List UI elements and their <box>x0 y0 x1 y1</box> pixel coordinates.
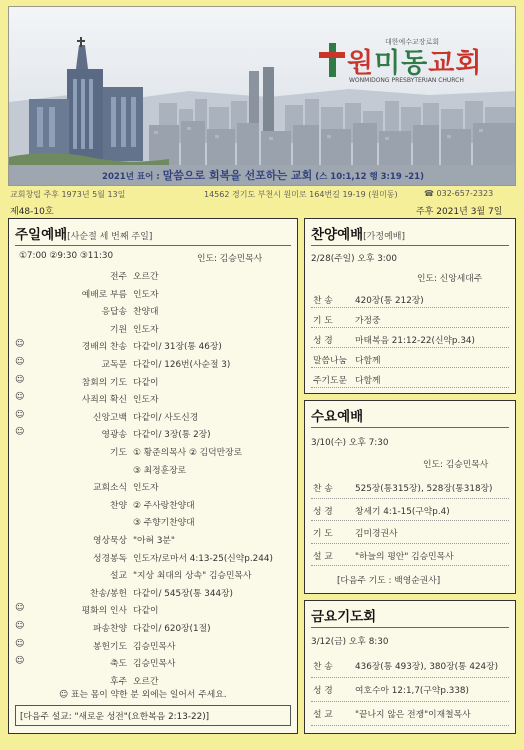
row-label: 성 경 <box>313 336 333 346</box>
order-value: 인도자 <box>133 289 159 300</box>
row-label: 찬 송 <box>313 484 333 494</box>
row-divider <box>311 543 509 544</box>
order-label: 영광송 <box>101 430 127 441</box>
row-label: 찬 송 <box>313 296 333 306</box>
church-address: 14562 경기도 부천시 원미로 164번길 19-19 (원미동) <box>204 190 398 199</box>
row-divider <box>311 565 509 566</box>
order-value: 다같이/ 620장(1절) <box>133 624 211 634</box>
row-divider <box>311 327 509 328</box>
order-label: 기도 <box>110 448 127 458</box>
friday-title: 금요기도회 <box>311 609 377 625</box>
order-label: 후주 <box>110 676 127 687</box>
order-label: 기원 <box>110 324 127 335</box>
order-value: 오르간 <box>133 676 159 687</box>
order-label: 찬양 <box>110 500 127 511</box>
church-name-english: WONMIDONG PRESBYTERIAN CHURCH <box>349 77 464 84</box>
order-value: "지상 최대의 상속" 김승민목사 <box>133 571 252 582</box>
row-label: 설 교 <box>313 710 333 720</box>
order-value: 인도자 <box>133 483 159 494</box>
order-label: 봉헌기도 <box>93 641 127 652</box>
order-value: 찬양대 <box>133 307 159 318</box>
sunday-title: 주일예배[사순절 세 번째 주일] <box>15 227 153 243</box>
order-label: 신앙고백 <box>93 412 127 423</box>
row-divider <box>311 520 509 521</box>
praise-service-box <box>304 218 516 394</box>
order-value: 김승민목사 <box>133 641 176 652</box>
row-value: 김미경권사 <box>355 529 398 539</box>
church-phone: ☎ 032-657-2323 <box>424 189 494 198</box>
row-label: 주기도문 <box>313 376 347 386</box>
issue-number: 제48-10호 <box>10 207 54 217</box>
row-value: 다함께 <box>355 376 381 386</box>
order-label: 교독문 <box>101 360 127 370</box>
order-value: ① 황준의목사 ② 김덕만장로 <box>133 448 243 458</box>
standing-mark-icon: ☺ <box>15 638 25 649</box>
standing-mark-icon: ☺ <box>15 374 25 385</box>
order-label: 파송찬양 <box>93 624 127 634</box>
order-value: 다같이/ 3장(통 2장) <box>133 430 211 441</box>
wednesday-datetime: 3/10(수) 오후 7:30 <box>311 438 389 448</box>
row-label: 찬 송 <box>313 662 333 672</box>
row-value: 420장(통 212장) <box>355 296 424 306</box>
denomination-label: 대한예수교장로회 <box>385 38 440 46</box>
wednesday-next-prayer: [다음주 기도 : 백영순권사] <box>337 576 441 586</box>
order-label: 사죄의 확신 <box>81 395 127 406</box>
row-label: 성 경 <box>313 686 333 696</box>
order-label: 경배의 찬송 <box>81 342 127 353</box>
row-label: 말씀나눔 <box>313 356 347 366</box>
standing-mark-icon: ☺ <box>15 392 25 403</box>
row-divider <box>311 498 509 499</box>
row-divider <box>311 725 509 726</box>
row-value: 525장(통315장), 528장(통318장) <box>355 484 493 494</box>
standing-mark-icon: ☺ <box>15 603 25 614</box>
church-logo <box>319 37 499 87</box>
friday-datetime: 3/12(금) 오후 8:30 <box>311 637 389 647</box>
row-value: 436장(통 493장), 380장(통 424장) <box>355 662 499 672</box>
wednesday-leader: 인도: 김승민목사 <box>423 460 489 470</box>
row-divider <box>311 367 509 368</box>
standing-mark-icon: ☺ <box>15 621 25 631</box>
order-value: 인도자 <box>133 324 159 335</box>
order-value: ③ 주향기찬양대 <box>133 518 195 529</box>
wednesday-title: 수요예배 <box>311 409 364 425</box>
order-label: 성경봉독 <box>93 553 127 564</box>
row-value: 창세기 4:1-15(구약p.4) <box>355 506 450 517</box>
order-label: 예배로 부름 <box>81 289 127 300</box>
order-value: 다같이/ 사도신경 <box>133 412 199 423</box>
order-value: ② 주사랑찬양대 <box>133 500 195 511</box>
church-name: 원미동교회 <box>347 48 483 79</box>
order-label: 참회의 기도 <box>81 377 127 388</box>
order-value: 다같이/ 126번(사순절 3) <box>133 360 231 370</box>
row-divider <box>311 387 509 388</box>
standing-mark-icon: ☺ <box>15 656 25 667</box>
order-value: 김승민목사 <box>133 659 176 670</box>
standing-mark-icon: ☺ <box>15 427 25 438</box>
row-value: "하늘의 평안" 김승민목사 <box>355 551 454 562</box>
row-divider <box>311 677 509 678</box>
row-value: 가정중 <box>355 316 381 326</box>
row-label: 기 도 <box>313 529 333 539</box>
row-label: 성 경 <box>313 506 333 517</box>
order-label: 전주 <box>110 272 127 282</box>
standing-note: ☺ 표는 몸이 약한 분 외에는 일어서 주세요. <box>59 690 227 700</box>
praise-leader: 인도: 신앙세대주 <box>417 274 483 284</box>
cross-icon <box>319 43 345 77</box>
order-value: 다같이 <box>133 606 159 617</box>
order-value: 다같이 <box>133 377 159 388</box>
order-label: 영상묵상 <box>93 536 127 546</box>
order-value: 인도자/로마서 4:13-25(신약p.244) <box>133 553 273 564</box>
year-motto: 2021년 표어 : 말씀으로 회복을 선포하는 교회 (스 10:1,12 행 3:19 -21) <box>102 169 424 182</box>
order-value: 다같이/ 545장(통 344장) <box>133 588 233 599</box>
order-value: 오르간 <box>133 272 159 282</box>
row-value: "끝나지 않은 전쟁"이재철목사 <box>355 710 471 720</box>
row-divider <box>311 307 509 308</box>
row-value: 여호수아 12:1,7(구약p.338) <box>355 686 469 696</box>
sunday-leader: 인도: 김승민목사 <box>197 254 263 264</box>
standing-mark-icon: ☺ <box>15 409 25 420</box>
row-value: 다함께 <box>355 356 381 366</box>
order-label: 교회소식 <box>93 483 127 494</box>
order-label: 응답송 <box>101 307 127 318</box>
next-sermon-note: [다음주 설교: "새로운 성전"(요한복음 2:13-22)] <box>15 705 291 726</box>
praise-datetime: 2/28(주일) 오후 3:00 <box>311 254 397 264</box>
order-label: 축도 <box>110 659 127 670</box>
order-value: ③ 최정훈장로 <box>133 465 187 476</box>
order-label: 찬송/봉헌 <box>90 588 127 599</box>
row-label: 기 도 <box>313 316 333 326</box>
standing-mark-icon: ☺ <box>15 339 25 350</box>
issue-date: 주후 2021년 3월 7일 <box>416 207 503 217</box>
header-banner <box>8 6 516 186</box>
order-label: 설교 <box>110 571 127 582</box>
row-divider <box>311 701 509 702</box>
wednesday-service-box <box>304 400 516 594</box>
issue-row <box>8 204 516 218</box>
sunday-service-box <box>8 218 298 734</box>
row-value: 마태복음 21:12-22(신약p.34) <box>355 336 475 346</box>
row-divider <box>311 347 509 348</box>
friday-prayer-box <box>304 600 516 734</box>
order-label: 평화의 인사 <box>81 606 127 617</box>
founded-date: 교회창립 주후 1973년 5월 13일 <box>10 190 126 199</box>
service-times: ①7:00 ②9:30 ③11:30 <box>19 251 114 261</box>
city-skyline-image <box>9 7 516 186</box>
praise-title: 찬양예배[가정예배] <box>311 227 405 243</box>
standing-mark-icon: ☺ <box>15 357 25 367</box>
order-value: 다같이/ 31장(통 46장) <box>133 342 222 353</box>
church-info-strip <box>8 186 516 204</box>
row-label: 설 교 <box>313 551 333 562</box>
order-value: 인도자 <box>133 395 159 406</box>
order-value: "아혀 3분" <box>133 536 175 546</box>
